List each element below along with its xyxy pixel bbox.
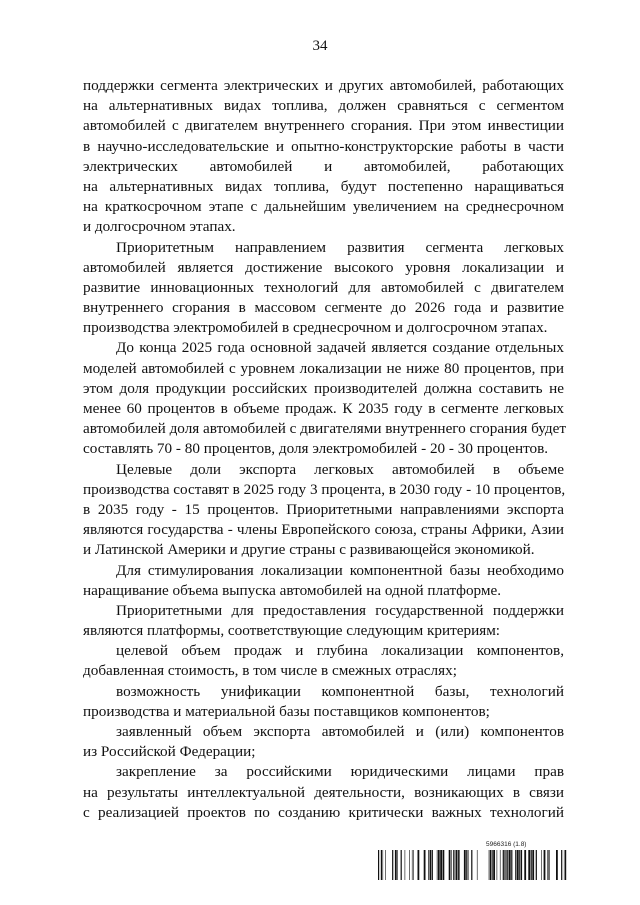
page-number: 34 — [312, 38, 328, 54]
text-line: электрических автомобилей и автомобилей, работающих — [83, 157, 564, 175]
text-line: этом доля продукции российских производителей должна составить не — [83, 379, 564, 397]
text-line: производства и материальной базы поставщиков компонентов; — [83, 702, 490, 720]
text-line: Приоритетными для предоставления государственной поддержки — [116, 601, 564, 619]
text-line: являются платформы, соответствующие следующим критериям: — [83, 622, 501, 640]
text-line: добавленная стоимость, в том числе в смежных отраслях; — [83, 662, 457, 680]
text-line: моделей автомобилей с уровнем локализации не ниже 80 процентов, при — [83, 359, 564, 377]
text-line: Целевые доли экспорта легковых автомобилей в объеме — [116, 460, 564, 478]
text-line: и Латинской Америки и другие страны с развивающейся экономикой. — [83, 541, 535, 559]
text-line: на результаты интеллектуальной деятельности, возникающих в связи — [83, 783, 564, 801]
text-line: До конца 2025 года основной задачей является создание отдельных — [116, 339, 564, 357]
text-line: внутреннего сгорания в массовом сегменте до 2026 года и развитие — [83, 299, 564, 317]
text-line: заявленный объем экспорта автомобилей и (или) компонентов — [116, 723, 564, 740]
text-line: составлять 70 - 80 процентов, доля электромобилей - 20 - 30 процентов. — [83, 440, 549, 458]
text-line: автомобилей с двигателем внутреннего сгорания. При этом инвестиции — [83, 117, 564, 135]
text-line: на альтернативных видах топлива, будут постепенно наращиваться — [83, 177, 564, 195]
text-line: являются государства - члены Европейского союза, страны Африки, Азии — [83, 521, 564, 539]
text-line: Для стимулирования локализации компонентной базы необходимо — [116, 561, 564, 579]
barcode-image — [378, 850, 568, 880]
text-line: в 2035 году - 15 процентов. Приоритетными направлениями экспорта — [83, 500, 564, 518]
text-line: закрепление за российскими юридическими лицами прав — [116, 763, 564, 781]
text-line: автомобилей доля автомобилей с двигателями внутреннего сгорания будет — [83, 420, 566, 438]
text-line: целевой объем продаж и глубина локализации компонентов, — [116, 642, 564, 660]
text-line: менее 60 процентов в объеме продаж. К 2035 году в сегменте легковых — [83, 400, 564, 417]
text-line: в научно-исследовательские и опытно-конструкторские работы в части — [83, 137, 564, 155]
text-line: из Российской Федерации; — [83, 743, 256, 761]
text-line: на краткосрочном этапе с дальнейшим увеличением на среднесрочном — [83, 198, 564, 216]
text-line: поддержки сегмента электрических и других автомобилей, работающих — [83, 77, 564, 94]
text-line: и долгосрочном этапах. — [83, 218, 236, 236]
barcode-caption: 5966316 (1.8) — [486, 841, 527, 848]
text-line: с реализацией проектов по созданию критически важных технологий — [83, 803, 564, 821]
text-line: производства составят в 2025 году 3 процента, в 2030 году - 10 процентов, — [83, 480, 566, 498]
text-line: производства электромобилей в среднесрочном и долгосрочном этапах. — [83, 319, 548, 337]
text-line: Приоритетным направлением развития сегмента легковых — [116, 238, 564, 256]
document-body — [83, 76, 564, 823]
text-line: на альтернативных видах топлива, должен сравняться с сегментом — [83, 97, 564, 115]
text-line: возможность унификации компонентной базы, технологий — [116, 682, 564, 700]
text-line: развитие инновационных технологий для автомобилей с двигателем — [83, 278, 564, 296]
text-line: наращивание объема выпуска автомобилей на одной платформе. — [83, 581, 502, 599]
text-line: автомобилей является достижение высокого уровня локализации и — [83, 258, 564, 276]
